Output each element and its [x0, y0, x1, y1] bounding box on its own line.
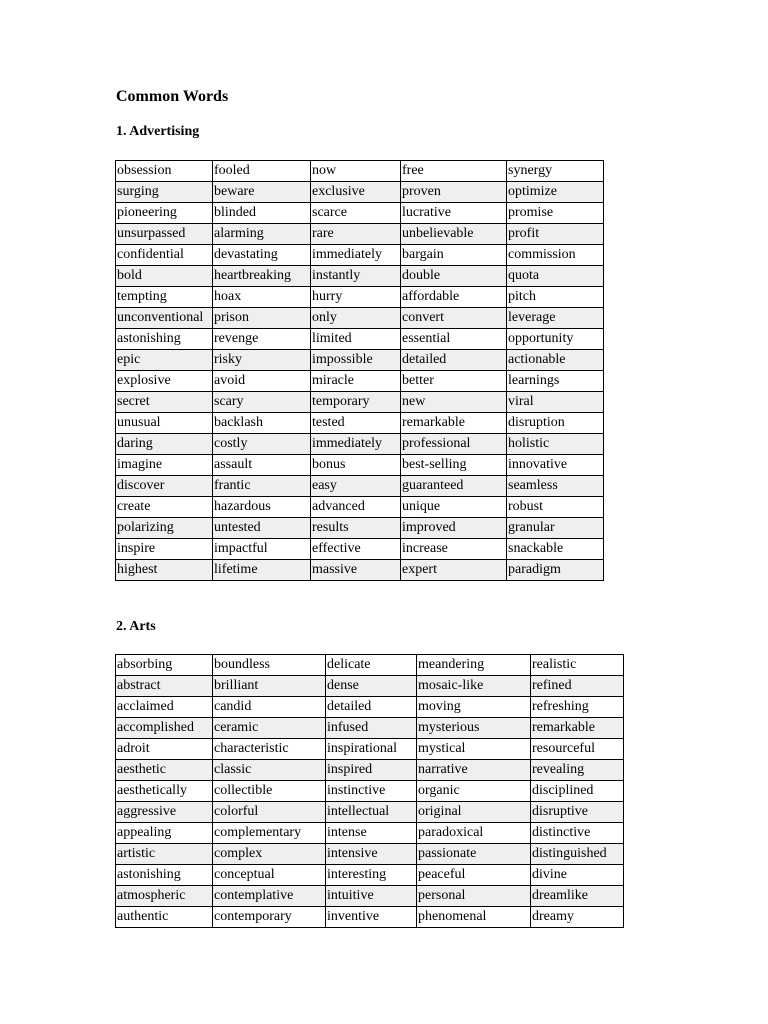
table-cell: better — [401, 371, 507, 392]
table-cell: daring — [116, 434, 213, 455]
table-cell: moving — [417, 697, 531, 718]
table-row — [116, 739, 624, 760]
table-cell: costly — [213, 434, 311, 455]
table-cell: divine — [531, 865, 624, 886]
table-cell: mysterious — [417, 718, 531, 739]
table-cell: imagine — [116, 455, 213, 476]
table-row — [116, 907, 624, 928]
table-row — [116, 760, 624, 781]
table-cell: beware — [213, 182, 311, 203]
table-cell: inspire — [116, 539, 213, 560]
table-cell: interesting — [326, 865, 417, 886]
table-cell: narrative — [417, 760, 531, 781]
table-cell: synergy — [507, 161, 604, 182]
table-cell: peaceful — [417, 865, 531, 886]
table-cell: disciplined — [531, 781, 624, 802]
table-cell: unusual — [116, 413, 213, 434]
table-cell: inspired — [326, 760, 417, 781]
table-cell: leverage — [507, 308, 604, 329]
table-cell: proven — [401, 182, 507, 203]
table-cell: promise — [507, 203, 604, 224]
table-cell: new — [401, 392, 507, 413]
table-row — [116, 287, 604, 308]
table-cell: only — [311, 308, 401, 329]
table-cell: now — [311, 161, 401, 182]
table-row — [116, 802, 624, 823]
table-row — [116, 655, 624, 676]
table-row — [116, 518, 604, 539]
table-cell: massive — [311, 560, 401, 581]
table-cell: pitch — [507, 287, 604, 308]
table-cell: increase — [401, 539, 507, 560]
table-cell: paradoxical — [417, 823, 531, 844]
table-row — [116, 697, 624, 718]
table-cell: authentic — [116, 907, 213, 928]
advertising-word-table — [115, 160, 604, 581]
table-cell: hazardous — [213, 497, 311, 518]
table-cell: intensive — [326, 844, 417, 865]
table-cell: candid — [213, 697, 326, 718]
table-cell: affordable — [401, 287, 507, 308]
page-title: Common Words — [116, 88, 229, 105]
table-cell: hoax — [213, 287, 311, 308]
section-heading-advertising: 1. Advertising — [116, 124, 200, 139]
table-cell: dreamlike — [531, 886, 624, 907]
table-cell: risky — [213, 350, 311, 371]
table-cell: detailed — [401, 350, 507, 371]
table-cell: unconventional — [116, 308, 213, 329]
table-cell: prison — [213, 308, 311, 329]
table-cell: snackable — [507, 539, 604, 560]
table-row — [116, 266, 604, 287]
table-cell: devastating — [213, 245, 311, 266]
table-cell: astonishing — [116, 865, 213, 886]
table-cell: double — [401, 266, 507, 287]
table-row — [116, 560, 604, 581]
table-cell: meandering — [417, 655, 531, 676]
table-cell: miracle — [311, 371, 401, 392]
table-cell: original — [417, 802, 531, 823]
table-cell: lifetime — [213, 560, 311, 581]
table-cell: scarce — [311, 203, 401, 224]
table-cell: blinded — [213, 203, 311, 224]
table-cell: resourceful — [531, 739, 624, 760]
arts-word-table — [115, 654, 624, 928]
table-row — [116, 676, 624, 697]
table-cell: scary — [213, 392, 311, 413]
table-row — [116, 476, 604, 497]
table-cell: classic — [213, 760, 326, 781]
table-row — [116, 539, 604, 560]
table-cell: contemporary — [213, 907, 326, 928]
table-cell: abstract — [116, 676, 213, 697]
table-cell: learnings — [507, 371, 604, 392]
table-cell: best-selling — [401, 455, 507, 476]
table-cell: ceramic — [213, 718, 326, 739]
table-row — [116, 392, 604, 413]
table-row — [116, 886, 624, 907]
table-cell: contemplative — [213, 886, 326, 907]
table-cell: complex — [213, 844, 326, 865]
table-cell: unsurpassed — [116, 224, 213, 245]
table-cell: guaranteed — [401, 476, 507, 497]
table-cell: robust — [507, 497, 604, 518]
table-cell: remarkable — [531, 718, 624, 739]
table-cell: immediately — [311, 245, 401, 266]
table-cell: immediately — [311, 434, 401, 455]
table-cell: inspirational — [326, 739, 417, 760]
table-cell: untested — [213, 518, 311, 539]
table-cell: avoid — [213, 371, 311, 392]
table-row — [116, 865, 624, 886]
table-cell: brilliant — [213, 676, 326, 697]
table-cell: revealing — [531, 760, 624, 781]
table-cell: tempting — [116, 287, 213, 308]
table-cell: discover — [116, 476, 213, 497]
table-cell: quota — [507, 266, 604, 287]
table-cell: expert — [401, 560, 507, 581]
table-cell: obsession — [116, 161, 213, 182]
table-cell: mystical — [417, 739, 531, 760]
table-cell: unbelievable — [401, 224, 507, 245]
table-cell: hurry — [311, 287, 401, 308]
table-cell: improved — [401, 518, 507, 539]
table-row — [116, 497, 604, 518]
table-cell: instantly — [311, 266, 401, 287]
table-cell: epic — [116, 350, 213, 371]
table-cell: conceptual — [213, 865, 326, 886]
table-cell: astonishing — [116, 329, 213, 350]
table-cell: dreamy — [531, 907, 624, 928]
table-row — [116, 329, 604, 350]
table-row — [116, 350, 604, 371]
table-cell: refreshing — [531, 697, 624, 718]
table-cell: remarkable — [401, 413, 507, 434]
table-cell: complementary — [213, 823, 326, 844]
table-cell: boundless — [213, 655, 326, 676]
table-cell: revenge — [213, 329, 311, 350]
table-cell: backlash — [213, 413, 311, 434]
table-cell: convert — [401, 308, 507, 329]
table-cell: personal — [417, 886, 531, 907]
section-heading-arts: 2. Arts — [116, 619, 156, 634]
table-cell: granular — [507, 518, 604, 539]
table-cell: effective — [311, 539, 401, 560]
table-cell: phenomenal — [417, 907, 531, 928]
table-cell: collectible — [213, 781, 326, 802]
table-cell: bonus — [311, 455, 401, 476]
table-cell: holistic — [507, 434, 604, 455]
table-cell: surging — [116, 182, 213, 203]
table-cell: lucrative — [401, 203, 507, 224]
table-cell: temporary — [311, 392, 401, 413]
table-cell: polarizing — [116, 518, 213, 539]
table-cell: opportunity — [507, 329, 604, 350]
table-cell: aggressive — [116, 802, 213, 823]
table-row — [116, 161, 604, 182]
table-cell: tested — [311, 413, 401, 434]
table-cell: acclaimed — [116, 697, 213, 718]
table-cell: create — [116, 497, 213, 518]
table-cell: dense — [326, 676, 417, 697]
table-cell: assault — [213, 455, 311, 476]
table-cell: fooled — [213, 161, 311, 182]
table-cell: paradigm — [507, 560, 604, 581]
table-cell: impossible — [311, 350, 401, 371]
table-cell: mosaic-like — [417, 676, 531, 697]
table-row — [116, 308, 604, 329]
table-cell: profit — [507, 224, 604, 245]
table-cell: heartbreaking — [213, 266, 311, 287]
table-cell: bold — [116, 266, 213, 287]
table-cell: alarming — [213, 224, 311, 245]
table-cell: realistic — [531, 655, 624, 676]
table-cell: characteristic — [213, 739, 326, 760]
table-cell: commission — [507, 245, 604, 266]
table-row — [116, 718, 624, 739]
table-row — [116, 245, 604, 266]
table-cell: actionable — [507, 350, 604, 371]
table-cell: disruption — [507, 413, 604, 434]
table-cell: aesthetically — [116, 781, 213, 802]
table-row — [116, 224, 604, 245]
table-row — [116, 455, 604, 476]
table-row — [116, 182, 604, 203]
table-cell: explosive — [116, 371, 213, 392]
table-cell: seamless — [507, 476, 604, 497]
table-cell: free — [401, 161, 507, 182]
table-cell: advanced — [311, 497, 401, 518]
table-cell: distinctive — [531, 823, 624, 844]
table-cell: exclusive — [311, 182, 401, 203]
table-cell: pioneering — [116, 203, 213, 224]
table-cell: results — [311, 518, 401, 539]
table-cell: viral — [507, 392, 604, 413]
table-row — [116, 823, 624, 844]
table-cell: unique — [401, 497, 507, 518]
table-cell: artistic — [116, 844, 213, 865]
table-row — [116, 844, 624, 865]
table-cell: adroit — [116, 739, 213, 760]
table-cell: aesthetic — [116, 760, 213, 781]
table-cell: rare — [311, 224, 401, 245]
table-cell: secret — [116, 392, 213, 413]
table-cell: infused — [326, 718, 417, 739]
table-cell: highest — [116, 560, 213, 581]
table-cell: instinctive — [326, 781, 417, 802]
table-cell: accomplished — [116, 718, 213, 739]
table-cell: limited — [311, 329, 401, 350]
table-cell: colorful — [213, 802, 326, 823]
table-cell: passionate — [417, 844, 531, 865]
table-cell: appealing — [116, 823, 213, 844]
table-cell: confidential — [116, 245, 213, 266]
table-cell: refined — [531, 676, 624, 697]
table-cell: intuitive — [326, 886, 417, 907]
table-cell: disruptive — [531, 802, 624, 823]
table-cell: intellectual — [326, 802, 417, 823]
table-row — [116, 203, 604, 224]
table-cell: intense — [326, 823, 417, 844]
table-cell: frantic — [213, 476, 311, 497]
table-row — [116, 434, 604, 455]
table-cell: optimize — [507, 182, 604, 203]
table-cell: absorbing — [116, 655, 213, 676]
table-cell: bargain — [401, 245, 507, 266]
table-row — [116, 371, 604, 392]
table-cell: detailed — [326, 697, 417, 718]
table-cell: impactful — [213, 539, 311, 560]
table-cell: delicate — [326, 655, 417, 676]
table-cell: distinguished — [531, 844, 624, 865]
table-cell: innovative — [507, 455, 604, 476]
table-row — [116, 781, 624, 802]
table-cell: professional — [401, 434, 507, 455]
table-cell: inventive — [326, 907, 417, 928]
table-row — [116, 413, 604, 434]
table-cell: essential — [401, 329, 507, 350]
table-cell: atmospheric — [116, 886, 213, 907]
table-cell: easy — [311, 476, 401, 497]
table-cell: organic — [417, 781, 531, 802]
